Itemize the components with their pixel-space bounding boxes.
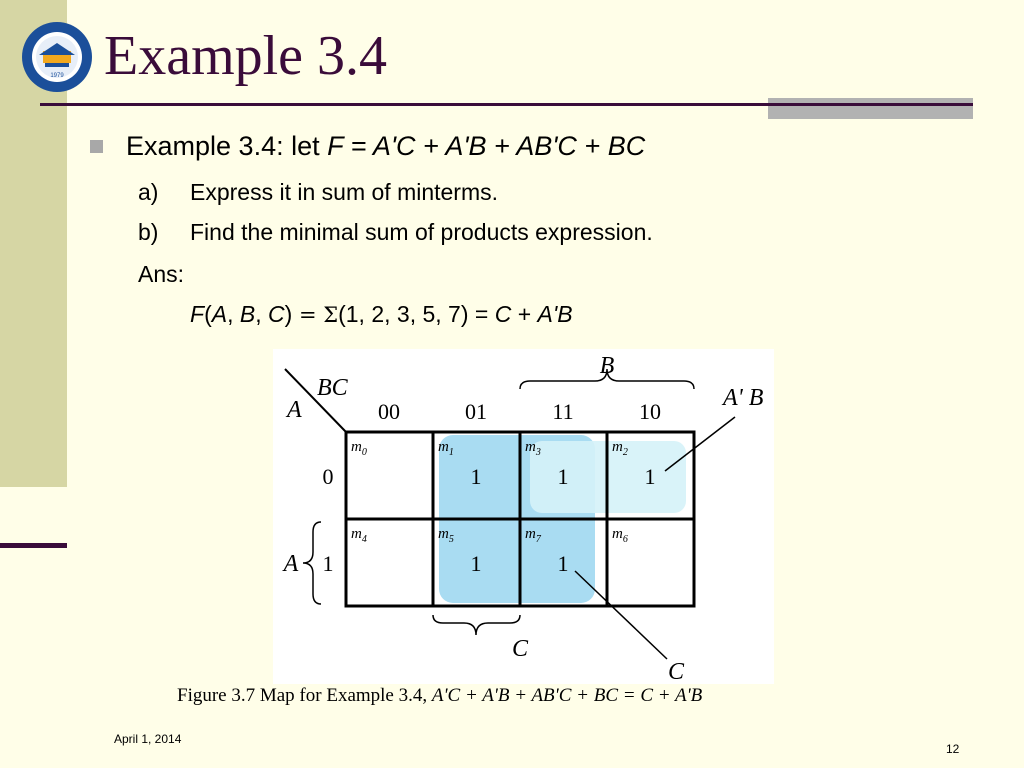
minterm-label: $m_2$: [612, 439, 628, 458]
minterm-label: $m_6$: [612, 526, 628, 545]
cell-value: 1: [644, 464, 656, 489]
minterm-label: $m_5$: [438, 526, 454, 545]
brace-label-b: B: [599, 353, 615, 379]
list-text: Find the minimal sum of products expression.: [190, 219, 653, 245]
row-header: 0: [322, 464, 334, 489]
sigma-symbol: Σ: [323, 303, 339, 327]
logo-year: 1979: [50, 73, 64, 79]
karnaugh-map-figure: [273, 349, 774, 684]
list-text: Express it in sum of minterms.: [190, 179, 499, 205]
callout-c-label: C: [668, 659, 685, 684]
brace-label-a: A: [283, 551, 299, 577]
col-header: 00: [378, 399, 400, 424]
minterm-label: $m_4$: [351, 526, 367, 545]
minterm-label: $m_0$: [351, 439, 367, 458]
title-underline: [40, 103, 973, 106]
minterm-label: $m_3$: [525, 439, 541, 458]
brace-label-c: C: [511, 636, 529, 662]
left-decor-rule: [0, 543, 67, 548]
title-grey-bar: [768, 98, 973, 119]
cell-value: 1: [557, 551, 569, 576]
bullet-marker: [90, 140, 103, 153]
callout-ab-label: A' B: [723, 385, 764, 411]
bullet-prefix: Example 3.4: let: [126, 131, 328, 161]
list-label: a): [138, 179, 159, 205]
col-header: 10: [639, 399, 661, 424]
cell-value: 1: [470, 551, 482, 576]
minterm-label: $m_1$: [438, 439, 454, 458]
corner-row-var: A: [287, 397, 302, 423]
list-label: b): [138, 219, 159, 245]
row-header: 1: [322, 551, 334, 576]
list-item-a: [138, 176, 498, 208]
cell-value: 1: [470, 464, 482, 489]
col-header: 11: [552, 399, 574, 424]
footer-date: April 1, 2014: [114, 732, 182, 746]
list-item-b: [138, 216, 653, 248]
figure-caption: [177, 684, 702, 708]
cell-value: 1: [557, 464, 569, 489]
bullet-example: [126, 130, 645, 162]
col-header: 01: [465, 399, 487, 424]
karnaugh-map: [273, 349, 774, 684]
bullet-expression: F = A'C + A'B + AB'C + BC: [327, 131, 646, 161]
answer-label: Ans:: [138, 261, 185, 287]
slide-title: Example 3.4: [104, 25, 388, 87]
caption-prefix: Figure 3.7 Map for Example 3.4,: [177, 685, 432, 706]
university-logo: [21, 21, 93, 93]
caption-expression: A'C + A'B + AB'C + BC = C + A'B: [431, 685, 703, 706]
minterm-label: $m_7$: [525, 526, 541, 545]
corner-col-var: BC: [317, 375, 348, 401]
page-number: 12: [946, 742, 960, 756]
answer-expression: F(A, B, C) = Σ(1, 2, 3, 5, 7) = C + A'B: [190, 301, 573, 327]
